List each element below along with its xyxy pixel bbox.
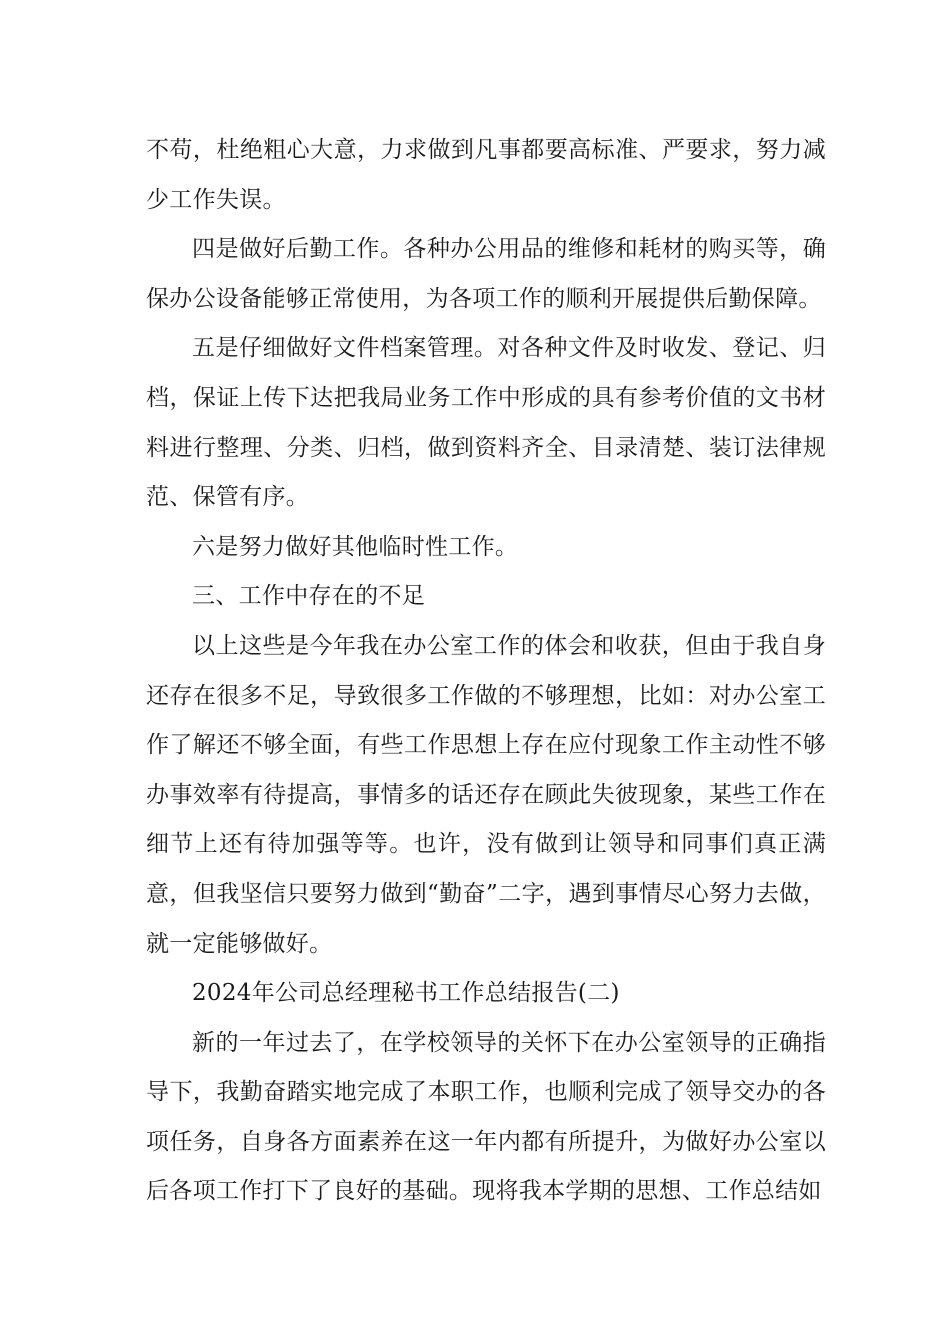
paragraph-archives: 五是仔细做好文件档案管理。对各种文件及时收发、登记、归档，保证上传下达把我局业务工作中形成的具有参考价值的文书材料进行整理、分类、归档，做到资料齐全、目录清楚、装订法律规范、保管有序。 [146,335,826,511]
paragraph-continuation: 不苟，杜绝粗心大意，力求做到凡事都要高标准、严要求，努力减少工作失误。 [146,137,826,213]
paragraph-shortcomings: 以上这些是今年我在办公室工作的体会和收获，但由于我自身还存在很多不足，导致很多工作做的不够理想，比如：对办公室工作了解还不够全面，有些工作思想上存在应付现象工作主动性不够办事效率有待提高，事情多的话还存在顾此失彼现象，某些工作在细节上还有待加强等等。也许，没有做到让领导和同事们真正满意，但我坚信只要努力做到“勤奋”二字，遇到事情尽心努力去做，就一定能够做好。 [146,632,826,957]
paragraph-logistics: 四是做好后勤工作。各种办公用品的维修和耗材的购买等，确保办公设备能够正常使用，为各项工作的顺利开展提供后勤保障。 [146,236,826,312]
report-title-two: 2024年公司总经理秘书工作总结报告(二) [192,980,620,1007]
paragraph-new-year: 新的一年过去了，在学校领导的关怀下在办公室领导的正确指导下，我勤奋踏实地完成了本职工作，也顺利完成了领导交办的各项任务，自身各方面素养在这一年内都有所提升，为做好办公室以后各项工作打下了良好的基础。现将我本学期的思想、工作总结如 [146,1029,826,1205]
document-body [146,126,826,1217]
section-heading-shortcomings: 三、工作中存在的不足 [192,583,425,610]
paragraph-temporary-work: 六是努力做好其他临时性工作。 [192,533,519,560]
